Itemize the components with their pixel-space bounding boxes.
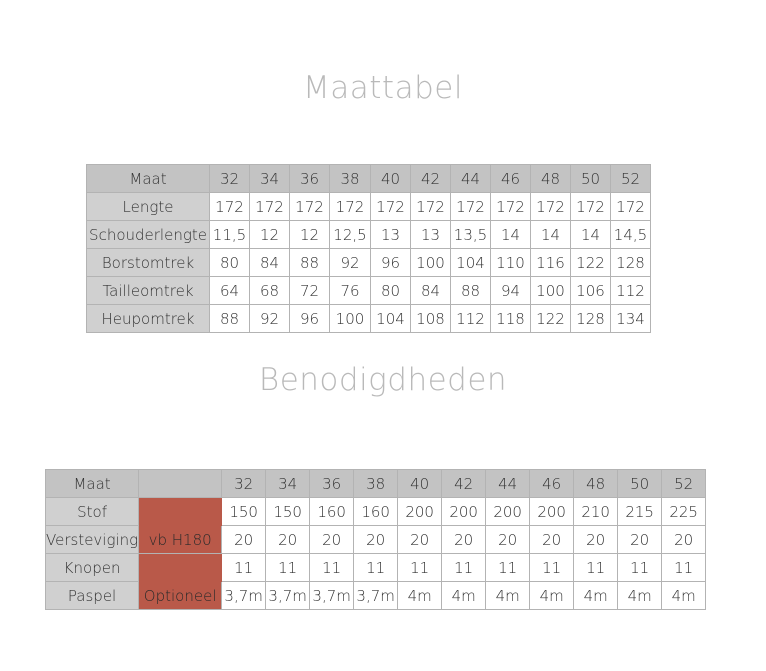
value-cell: 150 <box>222 498 266 526</box>
value-cell: 76 <box>330 277 371 305</box>
size-header-cell: 32 <box>222 470 266 498</box>
value-cell: 215 <box>618 498 662 526</box>
value-cell: 210 <box>574 498 618 526</box>
value-cell: 104 <box>451 249 491 277</box>
value-cell: 172 <box>611 193 651 221</box>
value-cell: 4m <box>530 582 574 610</box>
row-label: Tailleomtrek <box>87 277 210 305</box>
value-cell: 13 <box>371 221 411 249</box>
value-cell: 172 <box>571 193 611 221</box>
value-cell: 11,5 <box>210 221 250 249</box>
value-cell: 13,5 <box>451 221 491 249</box>
value-cell: 116 <box>531 249 571 277</box>
row-label: Stof <box>46 498 139 526</box>
value-cell: 172 <box>411 193 451 221</box>
row-label: Versteviging <box>46 526 139 554</box>
value-cell: 96 <box>290 305 330 333</box>
value-cell: 11 <box>310 554 354 582</box>
value-cell: 11 <box>222 554 266 582</box>
value-cell: 160 <box>354 498 398 526</box>
value-cell: 20 <box>530 526 574 554</box>
value-cell: 134 <box>611 305 651 333</box>
value-cell: 112 <box>451 305 491 333</box>
supplies-table <box>45 469 706 610</box>
value-cell: 100 <box>330 305 371 333</box>
size-header-cell: 32 <box>210 165 250 193</box>
row-label: Heupomtrek <box>87 305 210 333</box>
note-cell: vb H180 <box>139 526 222 554</box>
value-cell: 3,7m <box>266 582 310 610</box>
value-cell: 172 <box>210 193 250 221</box>
note-header-cell <box>139 470 222 498</box>
size-header-cell: 42 <box>442 470 486 498</box>
size-header-cell: 46 <box>491 165 531 193</box>
value-cell: 11 <box>618 554 662 582</box>
size-header-cell: 50 <box>571 165 611 193</box>
value-cell: 20 <box>574 526 618 554</box>
value-cell: 14 <box>491 221 531 249</box>
size-header-cell: 34 <box>250 165 290 193</box>
size-header-cell: 36 <box>290 165 330 193</box>
value-cell: 14,5 <box>611 221 651 249</box>
value-cell: 14 <box>571 221 611 249</box>
size-header-cell: 36 <box>310 470 354 498</box>
table-row <box>87 221 651 249</box>
value-cell: 80 <box>371 277 411 305</box>
row-label: Paspel <box>46 582 139 610</box>
value-cell: 20 <box>442 526 486 554</box>
value-cell: 11 <box>486 554 530 582</box>
value-cell: 160 <box>310 498 354 526</box>
value-cell: 20 <box>222 526 266 554</box>
value-cell: 20 <box>310 526 354 554</box>
value-cell: 12,5 <box>330 221 371 249</box>
value-cell: 94 <box>491 277 531 305</box>
size-header-cell: 48 <box>531 165 571 193</box>
value-cell: 4m <box>442 582 486 610</box>
row-label: Borstomtrek <box>87 249 210 277</box>
value-cell: 20 <box>266 526 310 554</box>
value-cell: 172 <box>371 193 411 221</box>
value-cell: 122 <box>531 305 571 333</box>
value-cell: 3,7m <box>354 582 398 610</box>
table-row <box>46 498 706 526</box>
value-cell: 88 <box>451 277 491 305</box>
table-row <box>46 526 706 554</box>
value-cell: 96 <box>371 249 411 277</box>
value-cell: 4m <box>486 582 530 610</box>
value-cell: 118 <box>491 305 531 333</box>
value-cell: 4m <box>574 582 618 610</box>
size-header-cell: 40 <box>371 165 411 193</box>
value-cell: 20 <box>486 526 530 554</box>
header-cell-maat: Maat <box>46 470 139 498</box>
value-cell: 200 <box>486 498 530 526</box>
value-cell: 172 <box>491 193 531 221</box>
value-cell: 20 <box>618 526 662 554</box>
value-cell: 92 <box>250 305 290 333</box>
value-cell: 172 <box>250 193 290 221</box>
size-header-cell: 34 <box>266 470 310 498</box>
value-cell: 20 <box>398 526 442 554</box>
note-cell: Optioneel <box>139 582 222 610</box>
value-cell: 84 <box>411 277 451 305</box>
value-cell: 13 <box>411 221 451 249</box>
value-cell: 80 <box>210 249 250 277</box>
size-header-cell: 38 <box>330 165 371 193</box>
value-cell: 128 <box>571 305 611 333</box>
value-cell: 84 <box>250 249 290 277</box>
value-cell: 106 <box>571 277 611 305</box>
value-cell: 200 <box>398 498 442 526</box>
size-header-cell: 50 <box>618 470 662 498</box>
value-cell: 12 <box>290 221 330 249</box>
value-cell: 3,7m <box>310 582 354 610</box>
value-cell: 128 <box>611 249 651 277</box>
value-cell: 4m <box>398 582 442 610</box>
note-cell <box>139 554 222 582</box>
size-header-cell: 38 <box>354 470 398 498</box>
value-cell: 172 <box>531 193 571 221</box>
table-row <box>46 554 706 582</box>
table-row <box>87 277 651 305</box>
row-label: Schouderlengte <box>87 221 210 249</box>
value-cell: 11 <box>574 554 618 582</box>
value-cell: 14 <box>531 221 571 249</box>
value-cell: 172 <box>290 193 330 221</box>
value-cell: 11 <box>442 554 486 582</box>
size-header-cell: 46 <box>530 470 574 498</box>
value-cell: 225 <box>662 498 706 526</box>
size-header-cell: 52 <box>611 165 651 193</box>
value-cell: 92 <box>330 249 371 277</box>
size-header-cell: 48 <box>574 470 618 498</box>
value-cell: 4m <box>618 582 662 610</box>
note-cell <box>139 498 222 526</box>
supplies-table-header-row <box>46 470 706 498</box>
value-cell: 20 <box>354 526 398 554</box>
size-header-cell: 40 <box>398 470 442 498</box>
size-header-cell: 52 <box>662 470 706 498</box>
value-cell: 200 <box>442 498 486 526</box>
value-cell: 11 <box>530 554 574 582</box>
value-cell: 12 <box>250 221 290 249</box>
size-table-header-row <box>87 165 651 193</box>
row-label: Knopen <box>46 554 139 582</box>
value-cell: 112 <box>611 277 651 305</box>
size-header-cell: 42 <box>411 165 451 193</box>
table-row <box>87 305 651 333</box>
value-cell: 122 <box>571 249 611 277</box>
size-table-title: Maattabel <box>303 70 463 106</box>
value-cell: 68 <box>250 277 290 305</box>
value-cell: 104 <box>371 305 411 333</box>
size-header-cell: 44 <box>451 165 491 193</box>
value-cell: 100 <box>411 249 451 277</box>
table-row <box>46 582 706 610</box>
value-cell: 11 <box>398 554 442 582</box>
value-cell: 72 <box>290 277 330 305</box>
size-header-cell: 44 <box>486 470 530 498</box>
value-cell: 88 <box>210 305 250 333</box>
value-cell: 150 <box>266 498 310 526</box>
value-cell: 172 <box>330 193 371 221</box>
supplies-title: Benodigdheden <box>258 362 508 398</box>
value-cell: 4m <box>662 582 706 610</box>
value-cell: 108 <box>411 305 451 333</box>
size-table <box>86 164 651 333</box>
value-cell: 11 <box>354 554 398 582</box>
value-cell: 64 <box>210 277 250 305</box>
value-cell: 20 <box>662 526 706 554</box>
header-cell-maat: Maat <box>87 165 210 193</box>
value-cell: 3,7m <box>222 582 266 610</box>
value-cell: 110 <box>491 249 531 277</box>
table-row <box>87 193 651 221</box>
value-cell: 11 <box>662 554 706 582</box>
value-cell: 100 <box>531 277 571 305</box>
value-cell: 11 <box>266 554 310 582</box>
value-cell: 200 <box>530 498 574 526</box>
value-cell: 172 <box>451 193 491 221</box>
value-cell: 88 <box>290 249 330 277</box>
row-label: Lengte <box>87 193 210 221</box>
table-row <box>87 249 651 277</box>
